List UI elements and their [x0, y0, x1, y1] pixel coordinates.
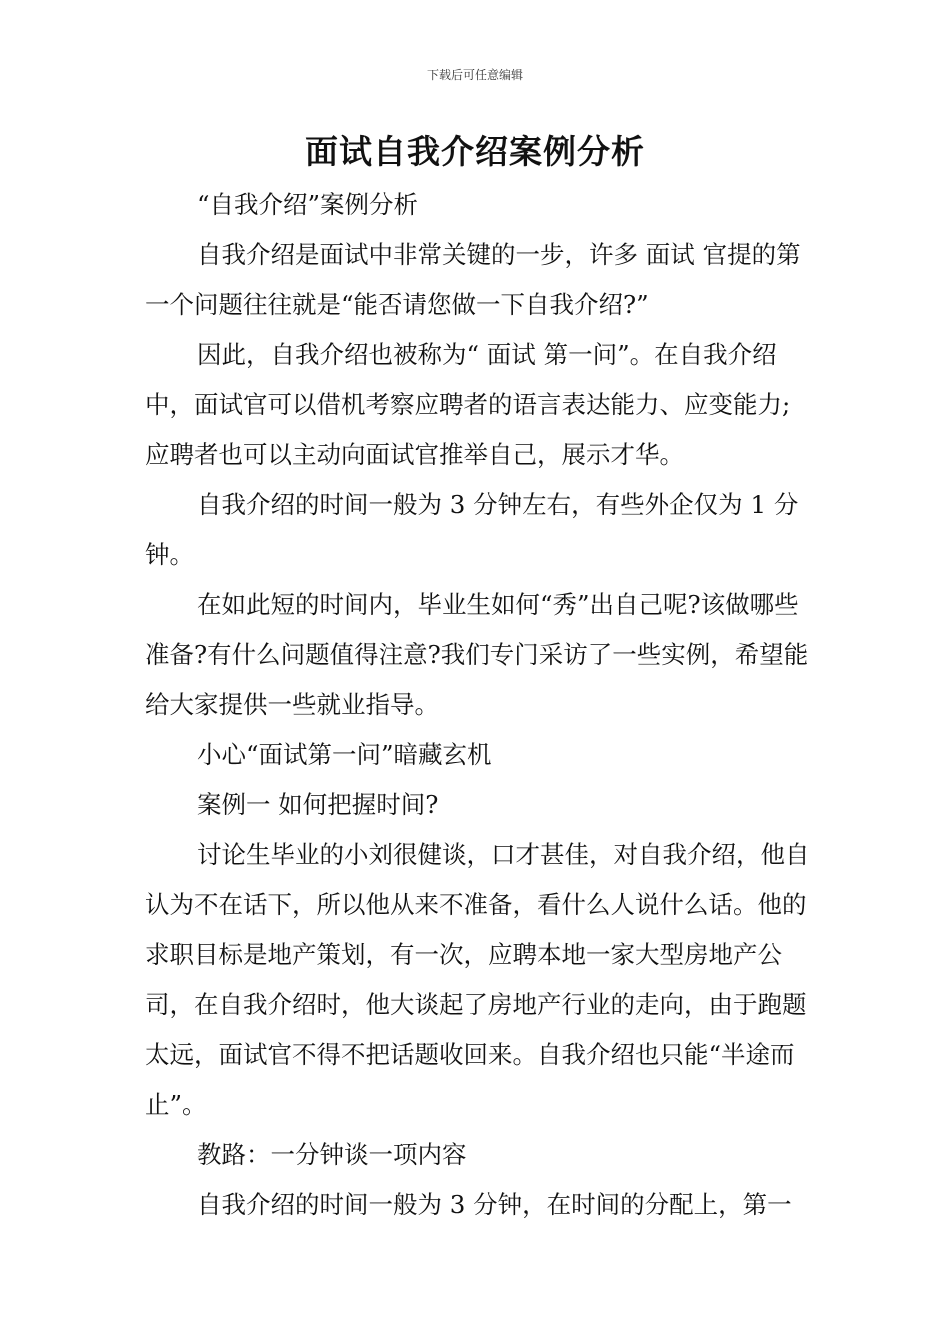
paragraph: 自我介绍的时间一般为 3 分钟左右，有些外企仅为 1 分钟。 — [145, 490, 799, 569]
paragraph: 因此，自我介绍也被称为“ 面试 第一问”。在自我介绍中，面试官可以借机考察应聘者的语言表达能力、应变能力;应聘者也可以主动向面试官推举自己，展示才华。 — [145, 340, 791, 469]
paragraph: 讨论生毕业的小刘很健谈，口才甚佳，对自我介绍，他自认为不在话下，所以他从来不准备，看什么人说什么话。他的求职目标是地产策划，有一次，应聘本地一家大型房地产公司，在自我介绍时，他大谈起了房地产行业的走向，由于跑题太远，面试官不得不把话题收回来。自我介绍也只能“半途而止”。 — [145, 840, 810, 1119]
paragraph: 自我介绍的时间一般为 3 分钟，在时间的分配上，第一 — [197, 1190, 792, 1219]
case-heading: 案例一 如何把握时间? — [197, 790, 439, 819]
paragraph: 在如此短的时间内，毕业生如何“秀”出自己呢?该做哪些准备?有什么问题值得注意?我们专门采访了一些实例，希望能给大家提供一些就业指导。 — [145, 590, 809, 719]
section-heading: 小心“面试第一问”暗藏玄机 — [197, 740, 492, 769]
section-heading: “自我介绍”案例分析 — [197, 190, 419, 219]
tip-heading: 教路：一分钟谈一项内容 — [197, 1140, 467, 1169]
paragraph: 自我介绍是面试中非常关键的一步，许多 面试 官提的第一个问题往往就是“能否请您做一下自我介绍?” — [145, 240, 801, 319]
page-header-note: 下载后可任意编辑 — [426, 68, 523, 82]
document-body — [145, 180, 810, 1230]
document-title: 面试自我介绍案例分析 — [305, 132, 645, 171]
